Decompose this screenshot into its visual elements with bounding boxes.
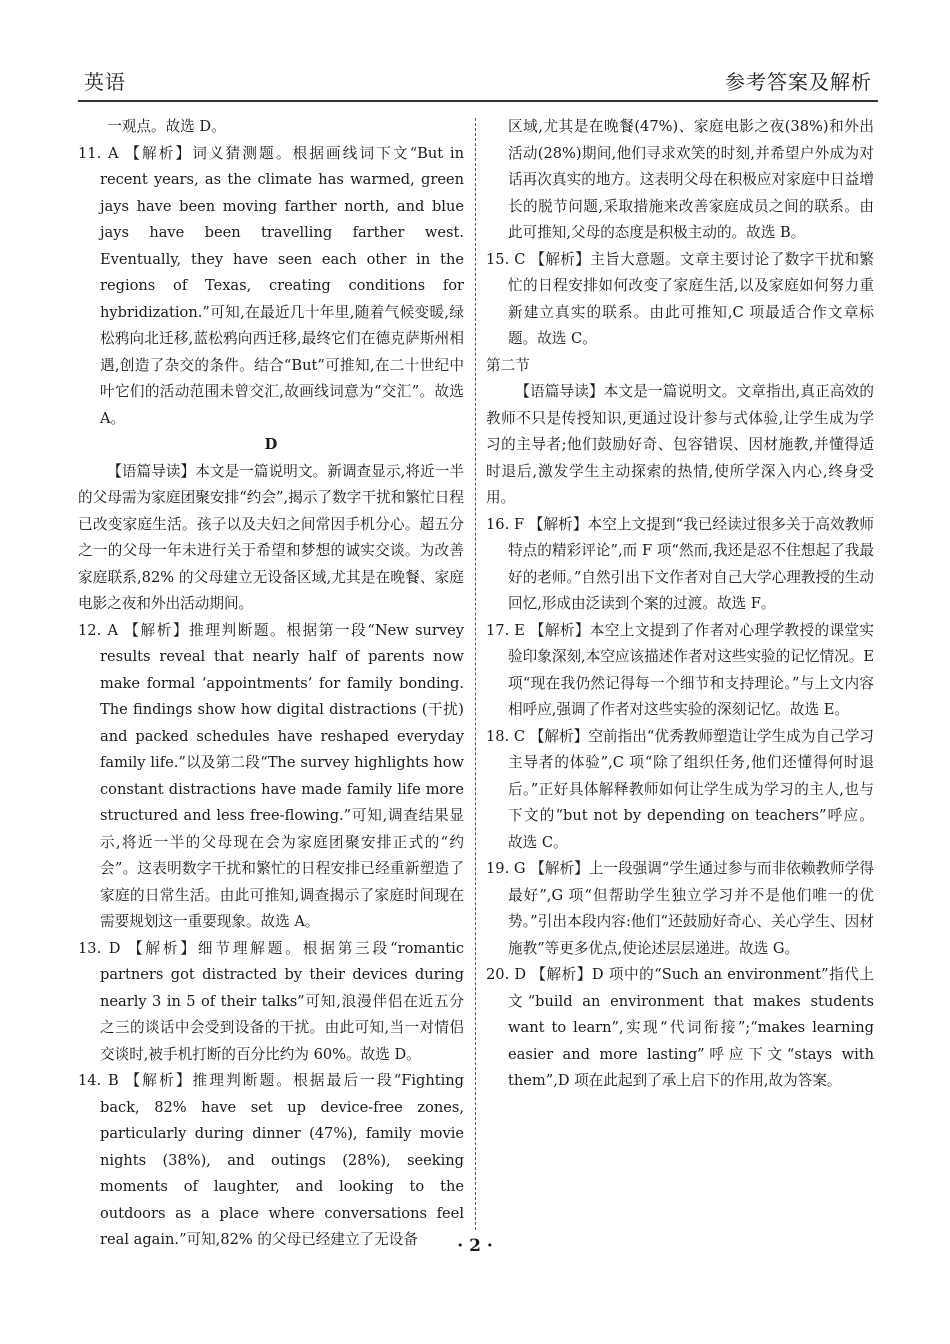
answer-item-17: 17. E 【解析】本空上文提到了作者对心理学教授的课堂实验印象深刻,本空应该描述作者对这些实验的记忆情况。E 项“现在我仍然记得每一个细节和支持理论。”与上文内容相呼应,强调了作者对这些实验的深刻记忆。故选 E。 — [486, 621, 874, 718]
answer-item-12: 12. A 【解析】推理判断题。根据第一段“New survey results reveal that nearly half of parents now make formal ‘appointments’ for family bonding. The findings show how digital distractions (干扰) and packed schedules have reshaped everyday family life.”以及第二段“The survey highlights how constant distractions have made family life more structured and less free-flowing.”可知,调查结果显示,将近一半的父母现在会为家庭团聚安排正式的“约会”。这表明数字干扰和繁忙的日程安排已经重新塑造了家庭的日常生活。由此可推知,调查揭示了家庭时间现在需要规划这一重要现象。故选 A。 — [78, 621, 464, 930]
answer-item-15: 15. C 【解析】主旨大意题。文章主要讨论了数字干扰和繁忙的日程安排如何改变了家庭生活,以及家庭如何努力重新建立真实的联系。由此可推知,C 项最适合作文章标题。故选 C。 — [486, 250, 874, 347]
right-column — [486, 114, 874, 1095]
header-title: 参考答案及解析 — [725, 70, 872, 94]
answer-item-20: 20. D 【解析】D 项中的“Such an environment”指代上文“build an environment that makes students want to learn”,实现“代词衔接”;“makes learning easier and more lasting”呼应下文“stays with them”,D 项在此起到了承上启下的作用,故为答案。 — [486, 966, 874, 1089]
answer-item-13: 13. D 【解析】细节理解题。根据第三段“romantic partners got distracted by their devices during nearly 3 in 5 of their talks”可知,浪漫伴侣在近五分之三的谈话中会受到设备的干扰。由此可知,当一对情侣交谈时,被手机打断的百分比约为 60%。故选 D。 — [78, 939, 464, 1063]
answer-item-18: 18. C 【解析】空前指出“优秀教师塑造让学生成为自己学习主导者的体验”,C 项“除了组织任务,他们还懂得何时退后。”正好具体解释教师如何让学生成为学习的主人,也与下文的“but not by depending on teachers”呼应。故选 C。 — [486, 727, 874, 851]
answer-item-11: 11. A 【解析】词义猜测题。根据画线词下文“But in recent years, as the climate has warmed, green jays have been moving farther north, and blue jays have been travelling farther west. Eventually, they have seen each other in the regions of Texas, creating conditions for hybridization.”可知,在最近几十年里,随着气候变暖,绿松鸦向北迁移,蓝松鸦向西迁移,最终它们在德克萨斯州相遇,创造了杂交的条件。结合“But”可推知,在二十世纪中叶它们的活动范围未曾交汇,故画线词意为“交汇”。故选 A。 — [78, 144, 464, 427]
answer-item-16: 16. F 【解析】本空上文提到“我已经读过很多关于高效教师特点的精彩评论”,而 F 项“然而,我还是忍不住想起了我最好的老师。”自然引出下文作者对自己大学心理教授的生动回忆,形成由泛读到个案的过渡。故选 F。 — [486, 515, 874, 612]
answer-item-14-continued: 区域,尤其是在晚餐(47%)、家庭电影之夜(38%)和外出活动(28%)期间,他们寻求欢笑的时刻,并希望户外成为对话再次真实的地方。这表明父母在积极应对家庭中日益增长的脱节问题,采取措施来改善家庭成员之间的联系。由此可推知,父母的态度是积极主动的。故选 B。 — [508, 118, 874, 241]
passage-guide-part2: 【语篇导读】本文是一篇说明文。文章指出,真正高效的教师不只是传授知识,更通过设计参与式体验,让学生成为学习的主导者;他们鼓励好奇、包容错误、因材施教,并懂得适时退后,激发学生主动探索的热情,使所学深入内心,终身受用。 — [486, 383, 874, 506]
paragraph-continuation: 一观点。故选 D。 — [107, 118, 226, 135]
column-divider — [475, 118, 476, 1230]
page-header — [78, 58, 878, 102]
left-column — [78, 114, 464, 1254]
section-heading-part2: 第二节 — [486, 356, 530, 374]
section-heading-d: D — [264, 436, 278, 453]
page-number: · 2 · — [457, 1236, 493, 1256]
answer-item-19: 19. G 【解析】上一段强调“学生通过参与而非依赖教师学得最好”,G 项“但帮助学生独立学习并不是他们唯一的优势。”引出本段内容:他们“还鼓励好奇心、关心学生、因材施教”等更多优点,使论述层层递进。故选 G。 — [486, 860, 874, 957]
subject-label: 英语 — [84, 70, 126, 94]
answer-item-14: 14. B 【解析】推理判断题。根据最后一段“Fighting back, 82% have set up device-free zones, particularly during dinner (47%), family movie nights (38%), and outings (28%), seeking moments of laughter, and looking to the outdoors as a place where conversations feel real again.”可知,82% 的父母已经建立了无设备 — [78, 1072, 464, 1248]
passage-guide-d: 【语篇导读】本文是一篇说明文。新调查显示,将近一半的父母需为家庭团聚安排“约会”,揭示了数字干扰和繁忙日程已改变家庭生活。孩子以及夫妇之间常因手机分心。超五分之一的父母一年未进行关于希望和梦想的诚实交谈。为改善家庭联系,82% 的父母建立无设备区域,尤其是在晚餐、家庭电影之夜和外出活动期间。 — [78, 462, 464, 612]
